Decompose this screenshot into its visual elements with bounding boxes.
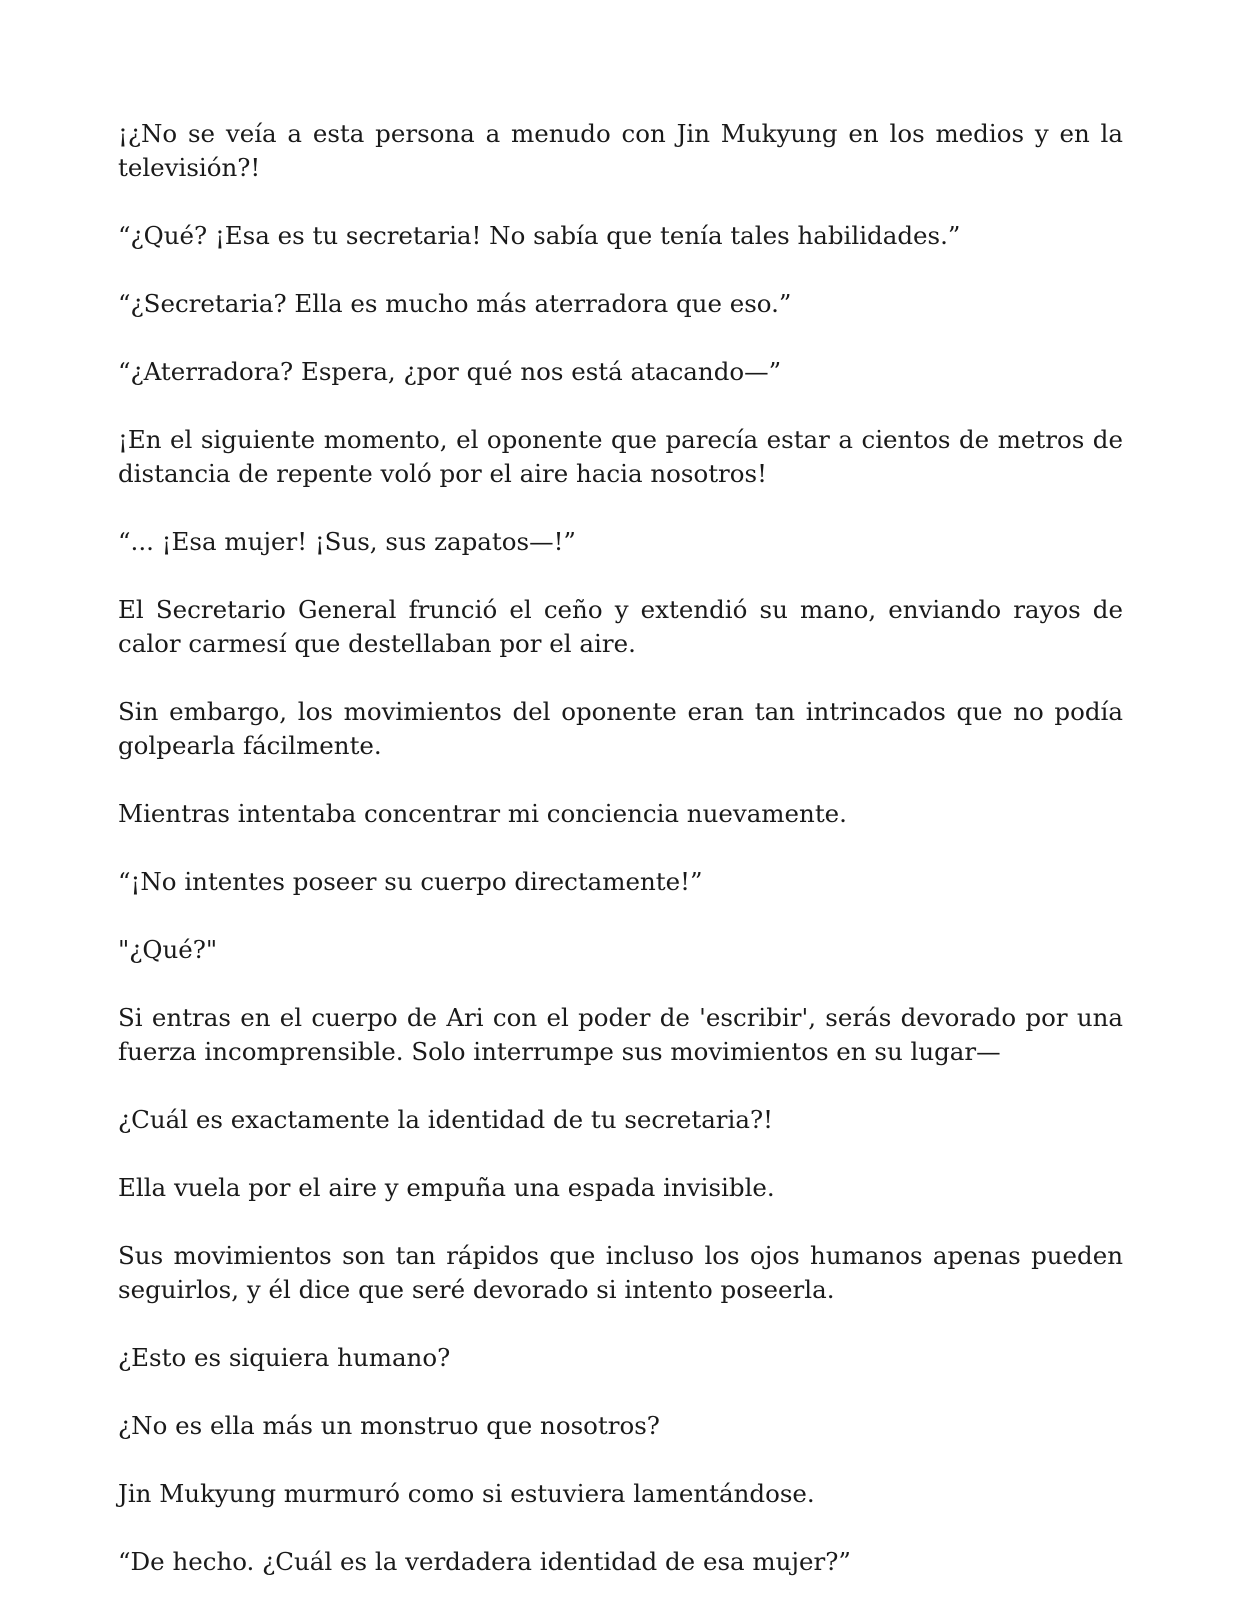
paragraph-13: ¿Cuál es exactamente la identidad de tu secretaria?!: [118, 1105, 773, 1134]
paragraph-6: “... ¡Esa mujer! ¡Sus, sus zapatos—!”: [118, 527, 576, 556]
paragraph-19: “De hecho. ¿Cuál es la verdadera identidad de esa mujer?”: [118, 1547, 851, 1576]
paragraph-4: “¿Aterradora? Espera, ¿por qué nos está atacando—”: [118, 357, 782, 386]
paragraph-2: “¿Qué? ¡Esa es tu secretaria! No sabía que tenía tales habilidades.”: [118, 221, 961, 250]
paragraph-11: "¿Qué?": [118, 935, 218, 964]
paragraph-15: Sus movimientos son tan rápidos que incluso los ojos humanos apenas pueden seguirlos, y él dice que seré devorado si intento poseerla.: [118, 1241, 1123, 1304]
paragraph-7: El Secretario General frunció el ceño y extendió su mano, enviando rayos de calor carmesí que destellaban por el aire.: [118, 595, 1123, 658]
paragraph-18: Jin Mukyung murmuró como si estuviera lamentándose.: [118, 1479, 815, 1508]
paragraph-5: ¡En el siguiente momento, el oponente que parecía estar a cientos de metros de distancia de repente voló por el aire hacia nosotros!: [118, 425, 1123, 488]
paragraph-8: Sin embargo, los movimientos del oponente eran tan intrincados que no podía golpearla fácilmente.: [118, 697, 1123, 760]
paragraph-9: Mientras intentaba concentrar mi conciencia nuevamente.: [118, 799, 847, 828]
paragraph-10: “¡No intentes poseer su cuerpo directamente!”: [118, 867, 703, 896]
paragraph-3: “¿Secretaria? Ella es mucho más aterradora que eso.”: [118, 289, 792, 318]
paragraph-12: Si entras en el cuerpo de Ari con el poder de 'escribir', serás devorado por una fuerza incomprensible. Solo interrumpe sus movimientos en su lugar—: [118, 1003, 1123, 1066]
paragraph-1: ¡¿No se veía a esta persona a menudo con Jin Mukyung en los medios y en la televisión?!: [118, 119, 1123, 182]
paragraph-16: ¿Esto es siquiera humano?: [118, 1343, 451, 1372]
text-body: [118, 117, 1123, 1613]
paragraph-17: ¿No es ella más un monstruo que nosotros?: [118, 1411, 660, 1440]
paragraph-14: Ella vuela por el aire y empuña una espada invisible.: [118, 1173, 775, 1202]
